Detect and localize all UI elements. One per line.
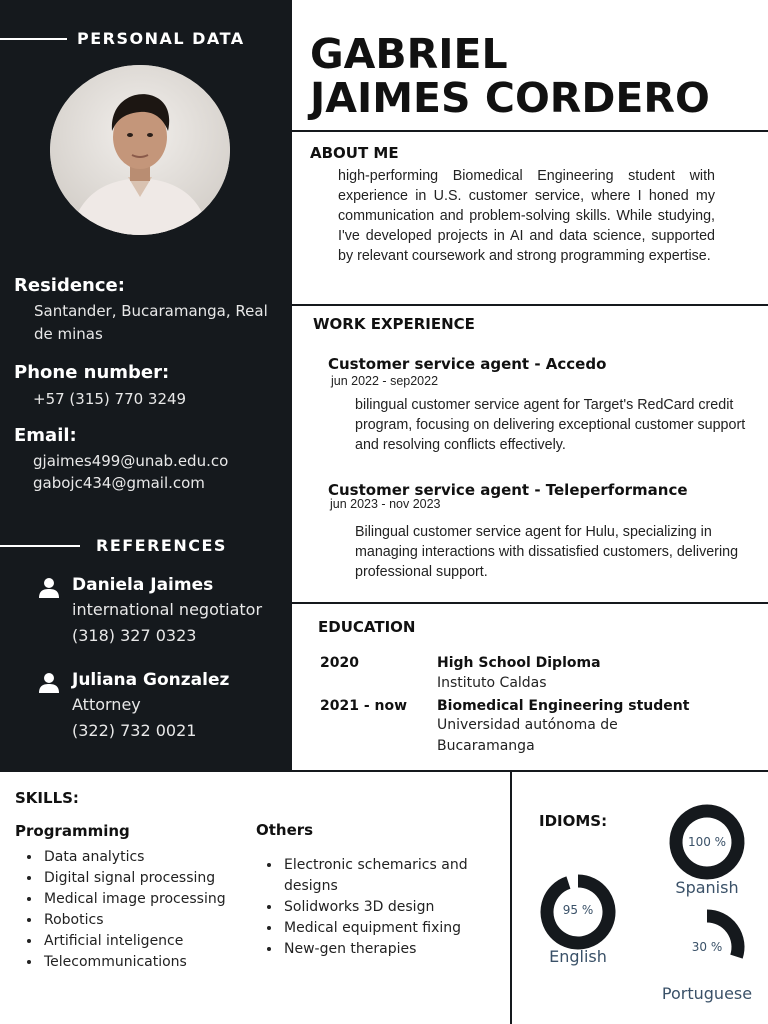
references-heading: REFERENCES <box>96 536 227 555</box>
user-icon <box>38 577 60 599</box>
email-2: gabojc434@gmail.com <box>33 474 205 492</box>
job-description: bilingual customer service agent for Target's RedCard credit program, focusing on delivering exceptional customer support and resolving conflicts effectively. <box>355 397 746 453</box>
list-item: • Data analytics <box>42 847 257 868</box>
divider <box>292 304 768 306</box>
job-title: Customer service agent - Teleperformance <box>328 481 688 499</box>
residence-label: Residence: <box>14 275 125 296</box>
english-level-ring <box>539 873 617 951</box>
programming-title: Programming <box>15 822 130 840</box>
education-degree: High School Diploma <box>437 655 601 671</box>
list-item: • Robotics <box>42 910 257 931</box>
others-title: Others <box>256 821 314 839</box>
reference-phone: (322) 732 0021 <box>72 721 197 740</box>
level-percent: 30 % <box>691 940 723 954</box>
level-percent: 95 % <box>562 903 594 917</box>
email-label: Email: <box>14 425 77 446</box>
work-title: WORK EXPERIENCE <box>313 315 475 333</box>
list-item: • Artificial inteligence <box>42 931 257 952</box>
references-heading-row <box>0 536 227 555</box>
education-institution: Universidad autónoma de Bucaramanga <box>437 717 618 754</box>
language-name: Portuguese <box>661 984 753 1003</box>
list-item: • Medical equipment fixing <box>282 918 502 939</box>
level-percent: 100 % <box>687 835 727 849</box>
portuguese-level-ring <box>668 908 746 986</box>
divider <box>510 770 512 1024</box>
list-item: • Digital signal processing <box>42 868 257 889</box>
education-institution: Instituto Caldas <box>437 675 547 691</box>
reference-phone: (318) 327 0323 <box>72 626 197 645</box>
language-name: English <box>549 947 607 966</box>
first-name: GABRIEL <box>310 30 508 78</box>
education-year: 2021 - now <box>320 698 408 714</box>
phone-label: Phone number: <box>14 362 170 383</box>
divider <box>292 602 768 604</box>
personal-data-heading-row <box>0 29 245 48</box>
idioms-title: IDIOMS: <box>539 812 608 830</box>
list-item: • New-gen therapies <box>282 939 502 960</box>
list-item: • Medical image processing <box>42 889 257 910</box>
reference-role: Attorney <box>72 695 141 714</box>
education-year: 2020 <box>320 655 359 671</box>
last-name: JAIMES CORDERO <box>310 74 710 122</box>
about-title: ABOUT ME <box>310 144 399 162</box>
divider <box>0 770 768 772</box>
divider <box>0 38 67 40</box>
phone-value: +57 (315) 770 3249 <box>33 390 187 408</box>
job-dates: jun 2023 - nov 2023 <box>330 497 441 511</box>
about-text: high-performing Biomedical Engineering student with experience in U.S. customer service, where I honed my communication and problem-solving skills. While studying, I've developed projects in AI and data science, supported by relevant coursework and strong programming expertise. <box>338 168 715 264</box>
divider <box>0 545 80 547</box>
language-name: Spanish <box>675 878 739 897</box>
list-item: • Telecommunications <box>42 952 257 973</box>
reference-name: Juliana Gonzalez <box>72 670 230 690</box>
reference-item <box>38 670 288 740</box>
list-item: • Electronic schemarics and designs <box>282 855 502 897</box>
job-description: Bilingual customer service agent for Hulu, specializing in managing interactions with dissatisfied customers, delivering professional support. <box>355 524 739 580</box>
profile-photo <box>50 65 230 235</box>
divider <box>292 130 768 132</box>
reference-role: international negotiator <box>72 600 263 619</box>
email-1: gjaimes499@unab.edu.co <box>33 452 229 470</box>
reference-name: Daniela Jaimes <box>72 575 214 595</box>
sidebar <box>0 0 292 770</box>
full-name <box>310 32 750 120</box>
skills-title: SKILLS: <box>15 789 79 807</box>
list-item: • Solidworks 3D design <box>282 897 502 918</box>
programming-skills-list <box>42 847 257 973</box>
personal-data-heading: PERSONAL DATA <box>77 29 245 48</box>
other-skills-list <box>282 855 502 960</box>
education-degree: Biomedical Engineering student <box>437 698 690 714</box>
user-icon <box>38 672 60 694</box>
reference-item <box>38 575 288 645</box>
education-title: EDUCATION <box>318 618 416 636</box>
residence-line-2: de minas <box>34 325 103 343</box>
spanish-level-ring <box>668 803 746 881</box>
residence-line-1: Santander, Bucaramanga, Real <box>34 302 268 320</box>
job-dates: jun 2022 - sep2022 <box>331 374 439 388</box>
job-title: Customer service agent - Accedo <box>328 355 607 373</box>
